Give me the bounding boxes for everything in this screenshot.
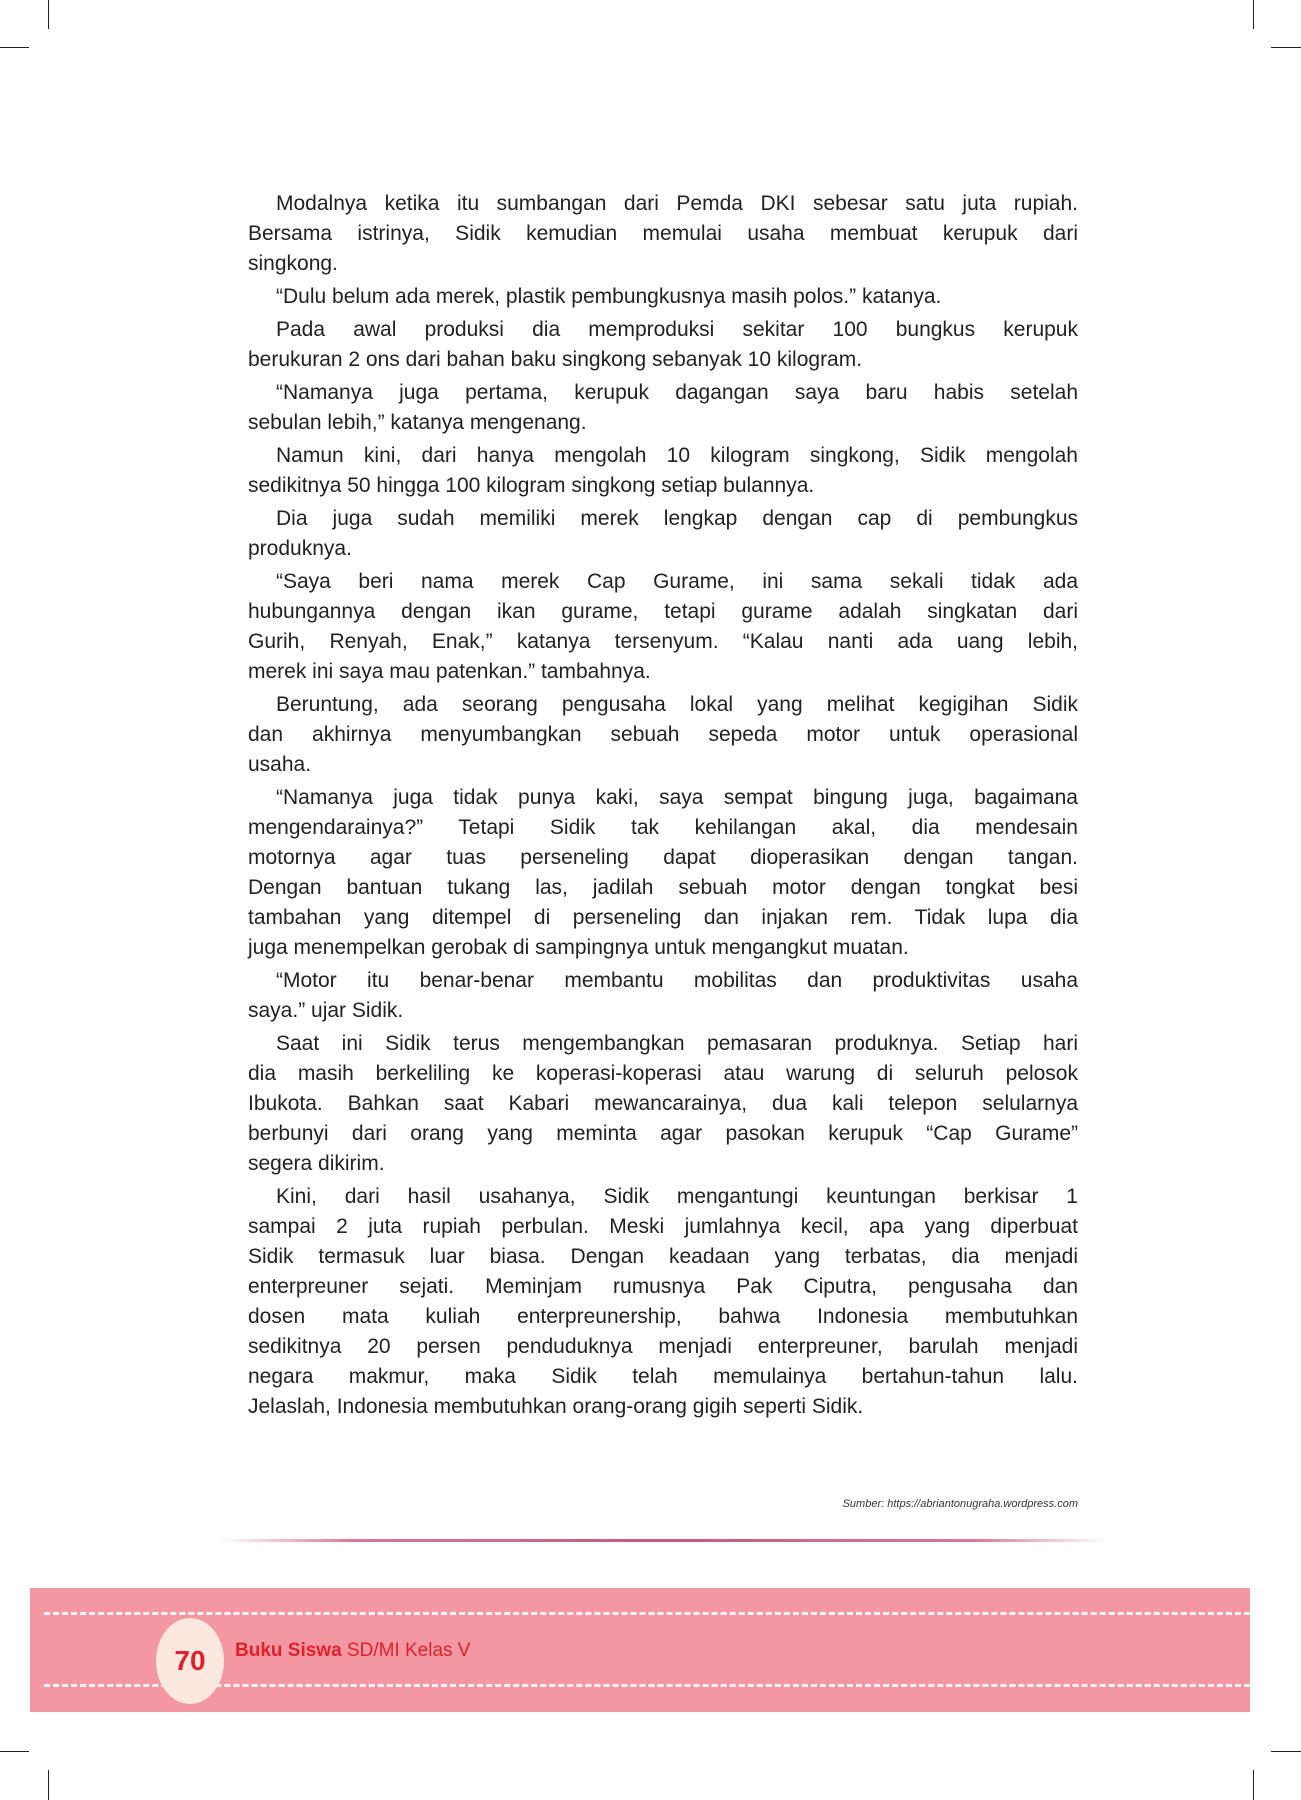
paragraph: [248, 690, 1078, 780]
page-number: 70: [174, 1645, 206, 1676]
text-line: “Dulu belum ada merek, plastik pembungkusnya masih polos.” katanya.: [276, 285, 942, 308]
text-line: Kini, dari hasil usahanya, Sidik mengantungi keuntungan berkisar 1: [276, 1185, 1078, 1208]
crop-mark: [1271, 47, 1301, 48]
text-line: Modalnya ketika itu sumbangan dari Pemda DKI sebesar satu juta rupiah.: [276, 192, 1078, 215]
text-line: “Saya beri nama merek Cap Gurame, ini sama sekali tidak ada: [276, 570, 1078, 593]
text-line: Saat ini Sidik terus mengembangkan pemasaran produknya. Setiap hari: [276, 1032, 1078, 1055]
text-line: Dia juga sudah memiliki merek lengkap dengan cap di pembungkus: [276, 507, 1078, 530]
text-line: motornya agar tuas perseneling dapat dioperasikan dengan tangan.: [248, 846, 1078, 869]
text-line: produknya.: [248, 537, 352, 560]
text-line: sebulan lebih,” katanya mengenang.: [248, 411, 587, 434]
crop-mark: [1253, 1770, 1254, 1800]
book-title: [235, 1640, 470, 1662]
text-line: Pada awal produksi dia memproduksi sekitar 100 bungkus kerupuk: [276, 318, 1078, 341]
crop-mark: [0, 47, 29, 48]
text-line: sampai 2 juta rupiah perbulan. Meski jumlahnya kecil, apa yang diperbuat: [248, 1215, 1078, 1238]
paragraph: [248, 1182, 1078, 1422]
dashed-line: [44, 1684, 1250, 1687]
book-title-rest: SD/MI Kelas V: [341, 1640, 471, 1661]
crop-mark: [1253, 0, 1254, 29]
text-line: Sidik termasuk luar biasa. Dengan keadaan yang terbatas, dia menjadi: [248, 1245, 1078, 1268]
divider-line: [218, 1539, 1107, 1542]
book-title-bold: Buku Siswa: [235, 1640, 342, 1661]
text-line: “Namanya juga tidak punya kaki, saya sempat bingung juga, bagaimana: [276, 786, 1078, 809]
paragraph: [248, 441, 1078, 501]
paragraph: [248, 567, 1078, 687]
crop-mark: [1271, 1751, 1301, 1752]
paragraph: [248, 378, 1078, 438]
text-line: sedikitnya 20 persen penduduknya menjadi enterpreuner, barulah menjadi: [248, 1335, 1078, 1358]
crop-mark: [48, 0, 49, 29]
text-line: tambahan yang ditempel di perseneling dan injakan rem. Tidak lupa dia: [248, 906, 1078, 929]
text-line: segera dikirim.: [248, 1152, 385, 1175]
crop-mark: [48, 1770, 49, 1800]
paragraph: [248, 189, 1078, 279]
text-line: dia masih berkeliling ke koperasi-koperasi atau warung di seluruh pelosok: [248, 1062, 1078, 1085]
text-line: Ibukota. Bahkan saat Kabari mewancarainya, dua kali telepon selularnya: [248, 1092, 1078, 1115]
paragraph: [248, 315, 1078, 375]
text-line: hubungannya dengan ikan gurame, tetapi gurame adalah singkatan dari: [248, 600, 1078, 623]
page-number-badge: [156, 1618, 224, 1704]
text-line: merek ini saya mau patenkan.” tambahnya.: [248, 660, 651, 683]
text-line: usaha.: [248, 753, 312, 776]
text-line: negara makmur, maka Sidik telah memulainya bertahun-tahun lalu.: [248, 1365, 1078, 1388]
crop-mark: [0, 1751, 29, 1752]
text-line: “Namanya juga pertama, kerupuk dagangan saya baru habis setelah: [276, 381, 1078, 404]
text-line: Namun kini, dari hanya mengolah 10 kilogram singkong, Sidik mengolah: [276, 444, 1078, 467]
text-line: sedikitnya 50 hingga 100 kilogram singkong setiap bulannya.: [248, 474, 815, 497]
article-body: [248, 189, 1078, 1422]
paragraph: [248, 783, 1078, 963]
source-citation: Sumber: https://abriantonugraha.wordpress.com: [842, 1498, 1078, 1510]
text-line: mengendarainya?” Tetapi Sidik tak kehilangan akal, dia mendesain: [248, 816, 1078, 839]
text-line: dan akhirnya menyumbangkan sebuah sepeda motor untuk operasional: [248, 723, 1078, 746]
paragraph: [248, 1029, 1078, 1179]
text-line: Jelaslah, Indonesia membutuhkan orang-orang gigih seperti Sidik.: [248, 1395, 864, 1418]
paragraph: [248, 282, 1078, 312]
paragraph: [248, 504, 1078, 564]
text-line: dosen mata kuliah enterpreunership, bahwa Indonesia membutuhkan: [248, 1305, 1078, 1328]
text-line: singkong.: [248, 252, 338, 275]
text-line: “Motor itu benar-benar membantu mobilitas dan produktivitas usaha: [276, 969, 1078, 992]
text-line: Gurih, Renyah, Enak,” katanya tersenyum. “Kalau nanti ada uang lebih,: [248, 630, 1078, 653]
text-line: saya.” ujar Sidik.: [248, 999, 404, 1022]
text-line: berukuran 2 ons dari bahan baku singkong sebanyak 10 kilogram.: [248, 348, 863, 371]
text-line: enterpreuner sejati. Meminjam rumusnya Pak Ciputra, pengusaha dan: [248, 1275, 1078, 1298]
text-line: berbunyi dari orang yang meminta agar pasokan kerupuk “Cap Gurame”: [248, 1122, 1078, 1145]
dashed-line: [44, 1612, 1250, 1615]
text-line: juga menempelkan gerobak di sampingnya untuk mengangkut muatan.: [248, 936, 909, 959]
text-line: Beruntung, ada seorang pengusaha lokal yang melihat kegigihan Sidik: [276, 693, 1078, 716]
paragraph: [248, 966, 1078, 1026]
text-line: Bersama istrinya, Sidik kemudian memulai usaha membuat kerupuk dari: [248, 222, 1078, 245]
page-footer: [30, 1588, 1250, 1712]
text-line: Dengan bantuan tukang las, jadilah sebuah motor dengan tongkat besi: [248, 876, 1078, 899]
